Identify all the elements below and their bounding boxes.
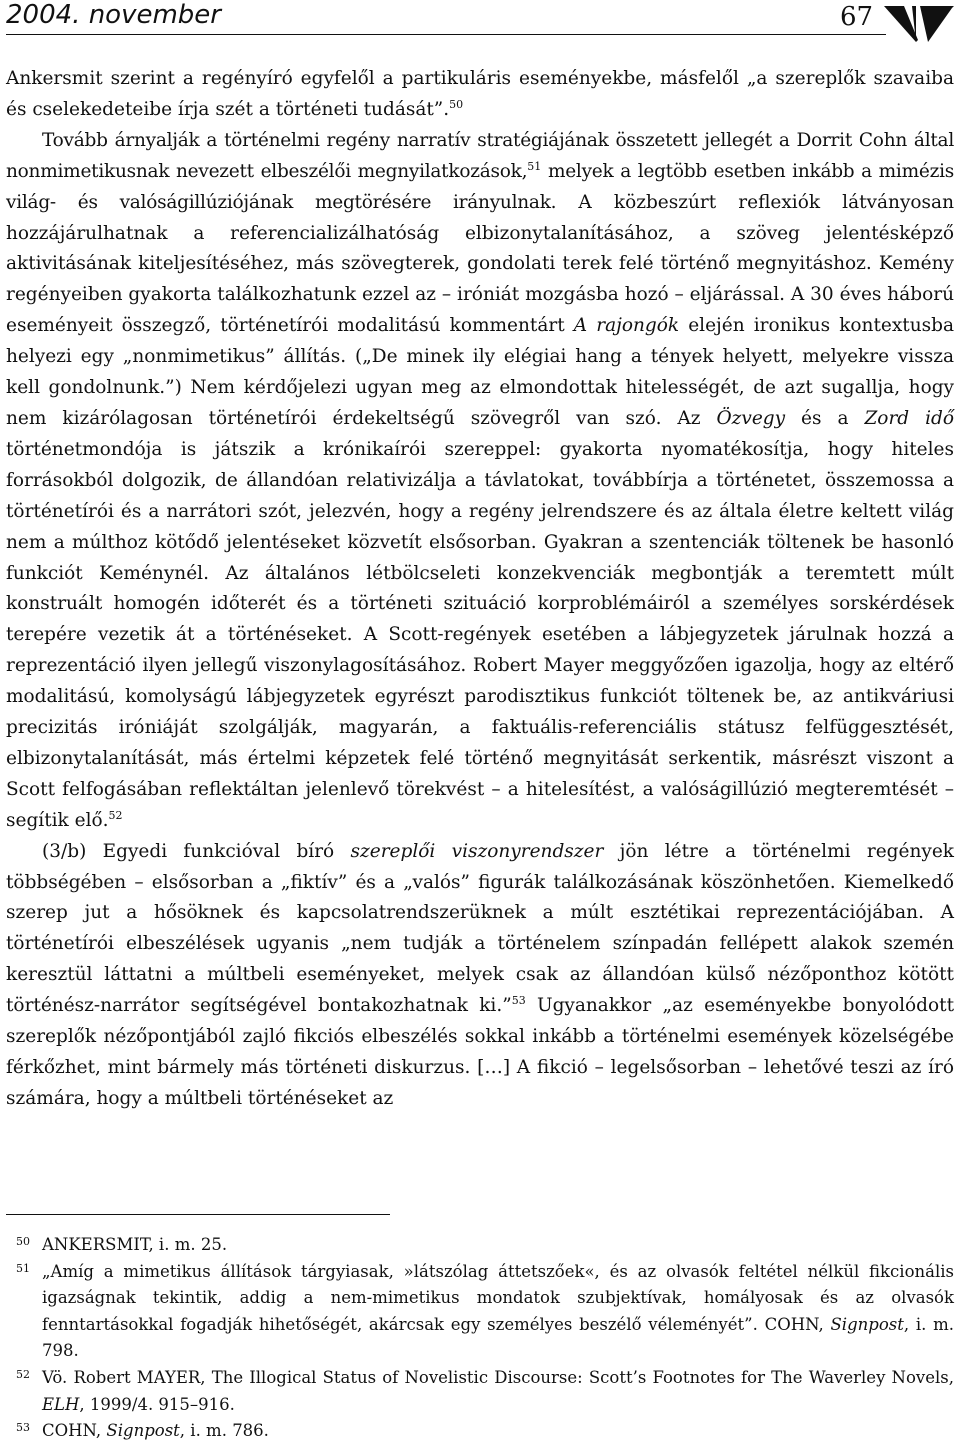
footnote-text: , i. m. 786. <box>179 1421 269 1441</box>
text-run: és a <box>785 407 865 429</box>
text-run: A közbeszúrt reflexiók látványosan hozzájárulhatnak a referencializálhatóság elbizonytalanításához, a szöveg jelentésképző aktivitásának kiteljesítéséhez, más szövegterek, gondolati terek felé történő megnyitáshoz. Kemény regényeiben gyakorta találkozhatunk ezzel az – iróniát mozgásba hozó – eljárással. A 30 éves háború eseményeit összegző, történetírói modalitású kommentárt <box>6 191 954 337</box>
footnote-text: , i. m. 798. <box>42 1314 954 1361</box>
text-run: jön létre a történelmi regények többségében – elsősorban a „fiktív” és a „valós” figurák találkozásának köszönhetően. Kiemelkedő szerep jut a hősöknek és kapcsolatrendszerüknek a múlt esztétikai reprezentációjában. A történetírói elbeszélések ugyanis „nem tudják a történelem színpadán fellépett alakok szemén keresztül láttatni a múltbeli eseményeket, melyek csak az állandóan külső nézőponthoz kötött történész-narrátor segítségével bontakozhatnak ki.” <box>6 840 954 1017</box>
footnote-text: Vö. Robert MAYER, The Illogical Status of Novelistic Discourse: Scott’s Footnotes for The Waverley Novels, <box>42 1367 954 1387</box>
text-run: (3/b) Egyedi funkcióval bíró <box>42 840 351 862</box>
italic-title: Signpost <box>106 1421 180 1441</box>
text-run: Ugyanakkor „az eseményekbe bonyolódott szereplők nézőpontjából zajló fikciós elbeszélés sokkal inkább a történelmi események közelségébe férkőzhet, mint bármely más történeti diskurzus. […] A fikció – legelsősorban – lehetővé teszi az író számára, hogy a múltbeli történéseket az <box>6 995 955 1109</box>
text-run: Tovább árnyalják a történelmi regény narratív stratégiájának összetett jellegét a Dorrit Cohn által nonmimetikusnak nevezett elbeszélői megnyilatkozások, <box>6 129 954 182</box>
paragraph <box>6 64 954 126</box>
footnote-ref[interactable]: 51 <box>527 159 542 173</box>
italic-term: szereplői viszonyrendszer <box>350 840 604 862</box>
footnote <box>6 1259 954 1365</box>
italic-title: Zord idő <box>864 407 954 429</box>
italic-title: Özvegy <box>716 407 786 429</box>
header-rule <box>6 34 886 35</box>
footnote <box>6 1418 954 1445</box>
running-title: 2004. november <box>6 0 221 30</box>
footnote-number: 51 <box>16 1261 30 1275</box>
footnote-text: „Amíg a mimetikus állítások tárgyiasak, »látszólag áttetszőek«, és az olvasók feltétel nélkül fikcionális igazságnak tekintik, addig a nem-mimetikus mondatok szubjektívak, homályosak és az olvasók fenntartásokkal fogadják hihetőségét, akárcsak egy személyes beszélő véleményét”. COHN, <box>42 1261 954 1334</box>
footnote-text: , 1999/4. 915–916. <box>79 1394 235 1414</box>
italic-title: A rajongók <box>573 315 680 337</box>
text-run: Ankersmit szerint a regényíró egyfelől a partikuláris eseményekbe, másfelől „a szereplők szavaiba és cselekedeteibe írja szét a történeti tudását”. <box>6 68 954 120</box>
text-run: elején ironikus kontextusba helyezi egy „nonmimetikus” állítás. („De minek ily elégiai hang a tények helyett, melyekre vissza kell gondolnunk.”) Nem kérdőjelezi ugyan meg az elmondottak hitelességét, de azt sugallja, hogy nem kizárólagosan történetírói érdekeltségű szövegről van szó. Az <box>6 315 954 429</box>
text-run: történetmondója is játszik a krónikaírói szereppel: gyakorta nyomatékosítja, hogy hiteles forrásokból dolgozik, de állandóan relativizálja a távlatokat, továbbírja a történetet, összemossa a történetírói és a narrátori szót, jelezvén, hogy a regény jelrendszere és az általa életre keltett világ nem a múlthoz kötődő jelentéseket közvetít elsősorban. Gyakran a szentenciák töltenek be hasonló funkciót Keménynél. Az általános létbölcseleti konzekvenciák megbontják a teremtett múlt konstruált homogén időterét és a történeti szituáció korproblémáiról a személyes sorskérdések terepére vezetik át a történéseket. A Scott-regények esetében a lábjegyzetek járulnak hozzá a reprezentáció ilyen jellegű viszonylagosításához. Robert Mayer meggyőzően igazolja, hogy az eltérő modalitású, komolyságú lábjegyzetek egyrészt parodisztikus funkciót töltenek be, az antikváriusi precizitás iróniáját szolgálják, magyarán, a faktuális-referenciális státusz felfüggesztését, elbizonytalanítását, más értelmi képzetek felé történő megnyitását serkentik, másrészt viszont a Scott felfogásában reflektáltan jelenlevő törekvést – a hitelesítést, a valóságillúzió megteremtését – segítik elő. <box>6 438 954 831</box>
footnote-number: 52 <box>16 1367 30 1381</box>
footnote-number: 50 <box>16 1235 30 1248</box>
footnote <box>6 1365 954 1418</box>
footnote-separator <box>6 1214 390 1215</box>
page-number: 67 <box>840 2 874 32</box>
italic-title: Signpost <box>830 1314 904 1334</box>
paragraph <box>6 126 954 837</box>
footnote-ref[interactable]: 50 <box>449 97 464 111</box>
footnote-ref[interactable]: 52 <box>108 808 123 822</box>
paragraph <box>6 837 954 1115</box>
footnote-ref[interactable]: 53 <box>511 994 526 1008</box>
footnote <box>6 1232 954 1259</box>
text-run: melyek a legtöbb esetben inkább a mimézis világ- és valóságillúziójának megtörésére irányulnak. <box>6 160 954 213</box>
chevron-ornament-icon <box>882 6 954 42</box>
footnote-text: ANKERSMIT, i. m. 25. <box>42 1235 228 1254</box>
italic-title: ELH <box>42 1394 80 1414</box>
body-text <box>6 64 954 1115</box>
page-header <box>0 0 960 40</box>
footnote-number: 53 <box>16 1421 30 1435</box>
footnote-text: COHN, <box>42 1421 107 1441</box>
footnotes <box>6 1232 954 1445</box>
